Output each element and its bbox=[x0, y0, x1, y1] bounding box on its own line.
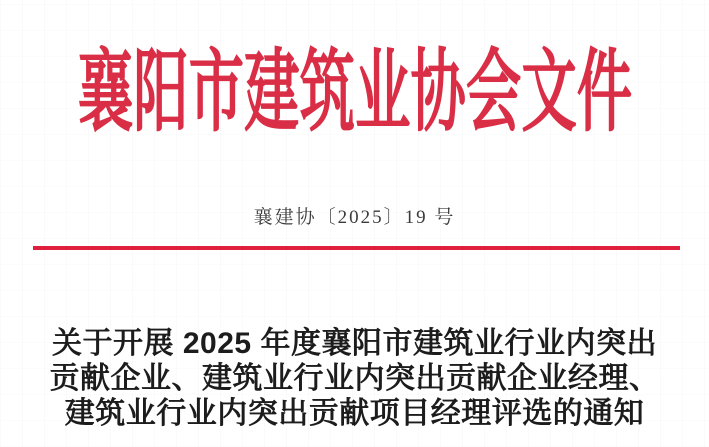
document-number: 襄建协〔2025〕19 号 bbox=[253, 207, 456, 228]
notice-title-line-3: 建筑业行业内突出贡献项目经理评选的通知 bbox=[64, 397, 645, 430]
notice-title-line-2: 贡献企业、建筑业行业内突出贡献企业经理、 bbox=[49, 362, 660, 395]
agency-masthead bbox=[0, 44, 709, 144]
notice-title-line-1: 关于开展 2025 年度襄阳市建筑业行业内突出 bbox=[52, 327, 657, 360]
agency-masthead-title: 襄阳市建筑业协会文件 bbox=[77, 44, 632, 143]
red-separator-line bbox=[33, 246, 680, 250]
notice-title bbox=[0, 326, 709, 431]
